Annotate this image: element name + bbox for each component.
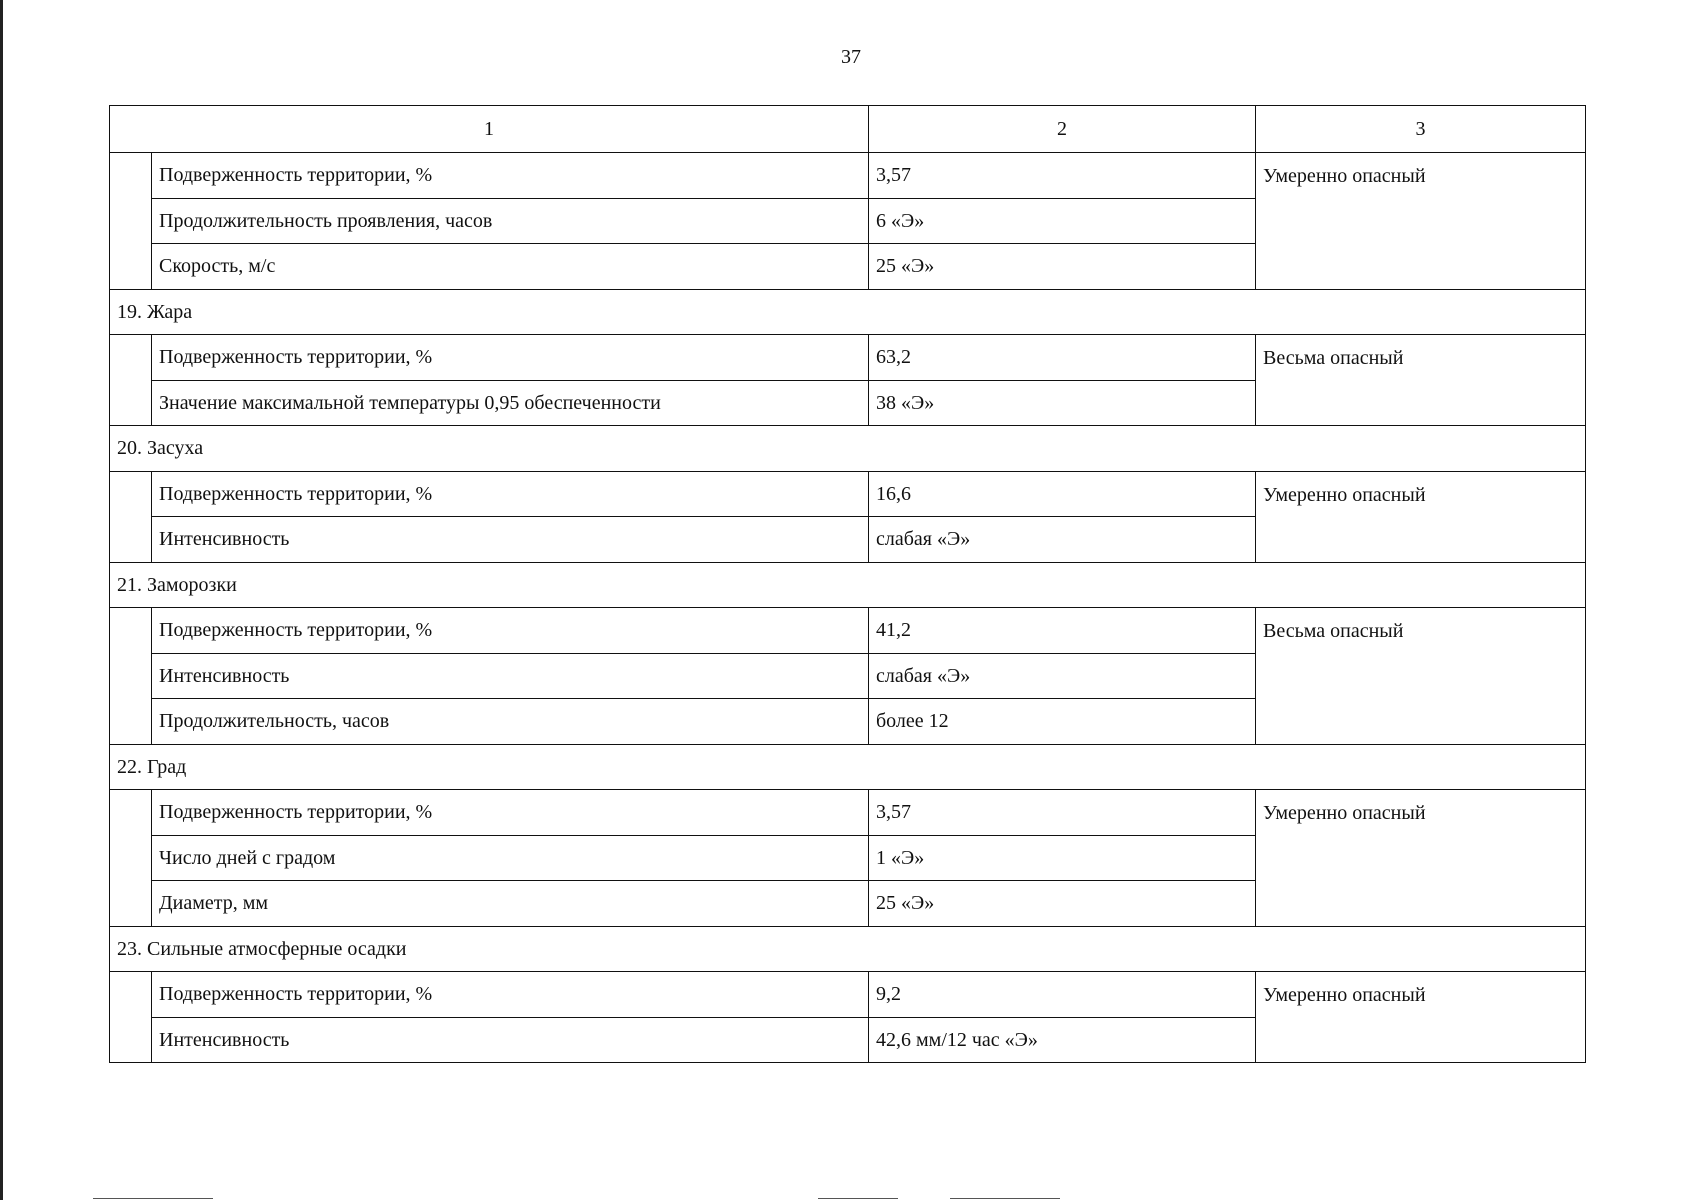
header-col-3: 3: [1256, 106, 1586, 153]
param-label: Продолжительность, часов: [152, 699, 869, 745]
param-value: 42,6 мм/12 час «Э»: [869, 1017, 1256, 1063]
indent-cell: [110, 790, 152, 927]
header-col-2: 2: [869, 106, 1256, 153]
param-value: 6 «Э»: [869, 198, 1256, 244]
param-label: Подверженность территории, %: [152, 790, 869, 836]
param-label: Значение максимальной температуры 0,95 обеспеченности: [152, 380, 869, 426]
hazard-rating: Умеренно опасный: [1256, 153, 1586, 290]
param-value: 25 «Э»: [869, 881, 1256, 927]
param-value: 9,2: [869, 972, 1256, 1018]
table-row: [110, 972, 1586, 1018]
param-value: более 12: [869, 699, 1256, 745]
section-title: 20. Засуха: [110, 426, 1586, 472]
indent-cell: [110, 335, 152, 426]
hazard-rating: Умеренно опасный: [1256, 790, 1586, 927]
hazard-table: [109, 105, 1586, 1063]
page-number: 37: [841, 46, 861, 68]
section-row: [110, 289, 1586, 335]
hazard-rating: Умеренно опасный: [1256, 972, 1586, 1063]
param-label: Интенсивность: [152, 1017, 869, 1063]
header-row: [110, 106, 1586, 153]
param-value: 3,57: [869, 790, 1256, 836]
section-title: 21. Заморозки: [110, 562, 1586, 608]
param-label: Скорость, м/с: [152, 244, 869, 290]
indent-cell: [110, 608, 152, 745]
param-value: 38 «Э»: [869, 380, 1256, 426]
param-value: 63,2: [869, 335, 1256, 381]
scan-artifact-line: [818, 1198, 898, 1199]
section-row: [110, 562, 1586, 608]
section-title: 23. Сильные атмосферные осадки: [110, 926, 1586, 972]
param-label: Интенсивность: [152, 517, 869, 563]
indent-cell: [110, 972, 152, 1063]
section-row: [110, 744, 1586, 790]
param-label: Интенсивность: [152, 653, 869, 699]
param-label: Подверженность территории, %: [152, 153, 869, 199]
hazard-rating: Весьма опасный: [1256, 608, 1586, 745]
section-title: 22. Град: [110, 744, 1586, 790]
param-label: Продолжительность проявления, часов: [152, 198, 869, 244]
param-label: Подверженность территории, %: [152, 471, 869, 517]
scan-edge: [0, 0, 3, 1200]
table-row: [110, 790, 1586, 836]
hazard-rating: Умеренно опасный: [1256, 471, 1586, 562]
param-value: 1 «Э»: [869, 835, 1256, 881]
param-value: 3,57: [869, 153, 1256, 199]
param-value: 25 «Э»: [869, 244, 1256, 290]
scan-artifact-line: [93, 1198, 213, 1199]
param-value: слабая «Э»: [869, 517, 1256, 563]
param-value: 16,6: [869, 471, 1256, 517]
param-label: Подверженность территории, %: [152, 335, 869, 381]
section-title: 19. Жара: [110, 289, 1586, 335]
table-row: [110, 608, 1586, 654]
param-value: слабая «Э»: [869, 653, 1256, 699]
header-col-1: 1: [110, 106, 869, 153]
indent-cell: [110, 471, 152, 562]
table-row: [110, 471, 1586, 517]
param-label: Диаметр, мм: [152, 881, 869, 927]
scan-artifact-line: [950, 1198, 1060, 1199]
param-label: Число дней с градом: [152, 835, 869, 881]
param-value: 41,2: [869, 608, 1256, 654]
param-label: Подверженность территории, %: [152, 608, 869, 654]
section-row: [110, 426, 1586, 472]
section-row: [110, 926, 1586, 972]
param-label: Подверженность территории, %: [152, 972, 869, 1018]
table-row: [110, 335, 1586, 381]
indent-cell: [110, 153, 152, 290]
hazard-rating: Весьма опасный: [1256, 335, 1586, 426]
table-row: [110, 153, 1586, 199]
